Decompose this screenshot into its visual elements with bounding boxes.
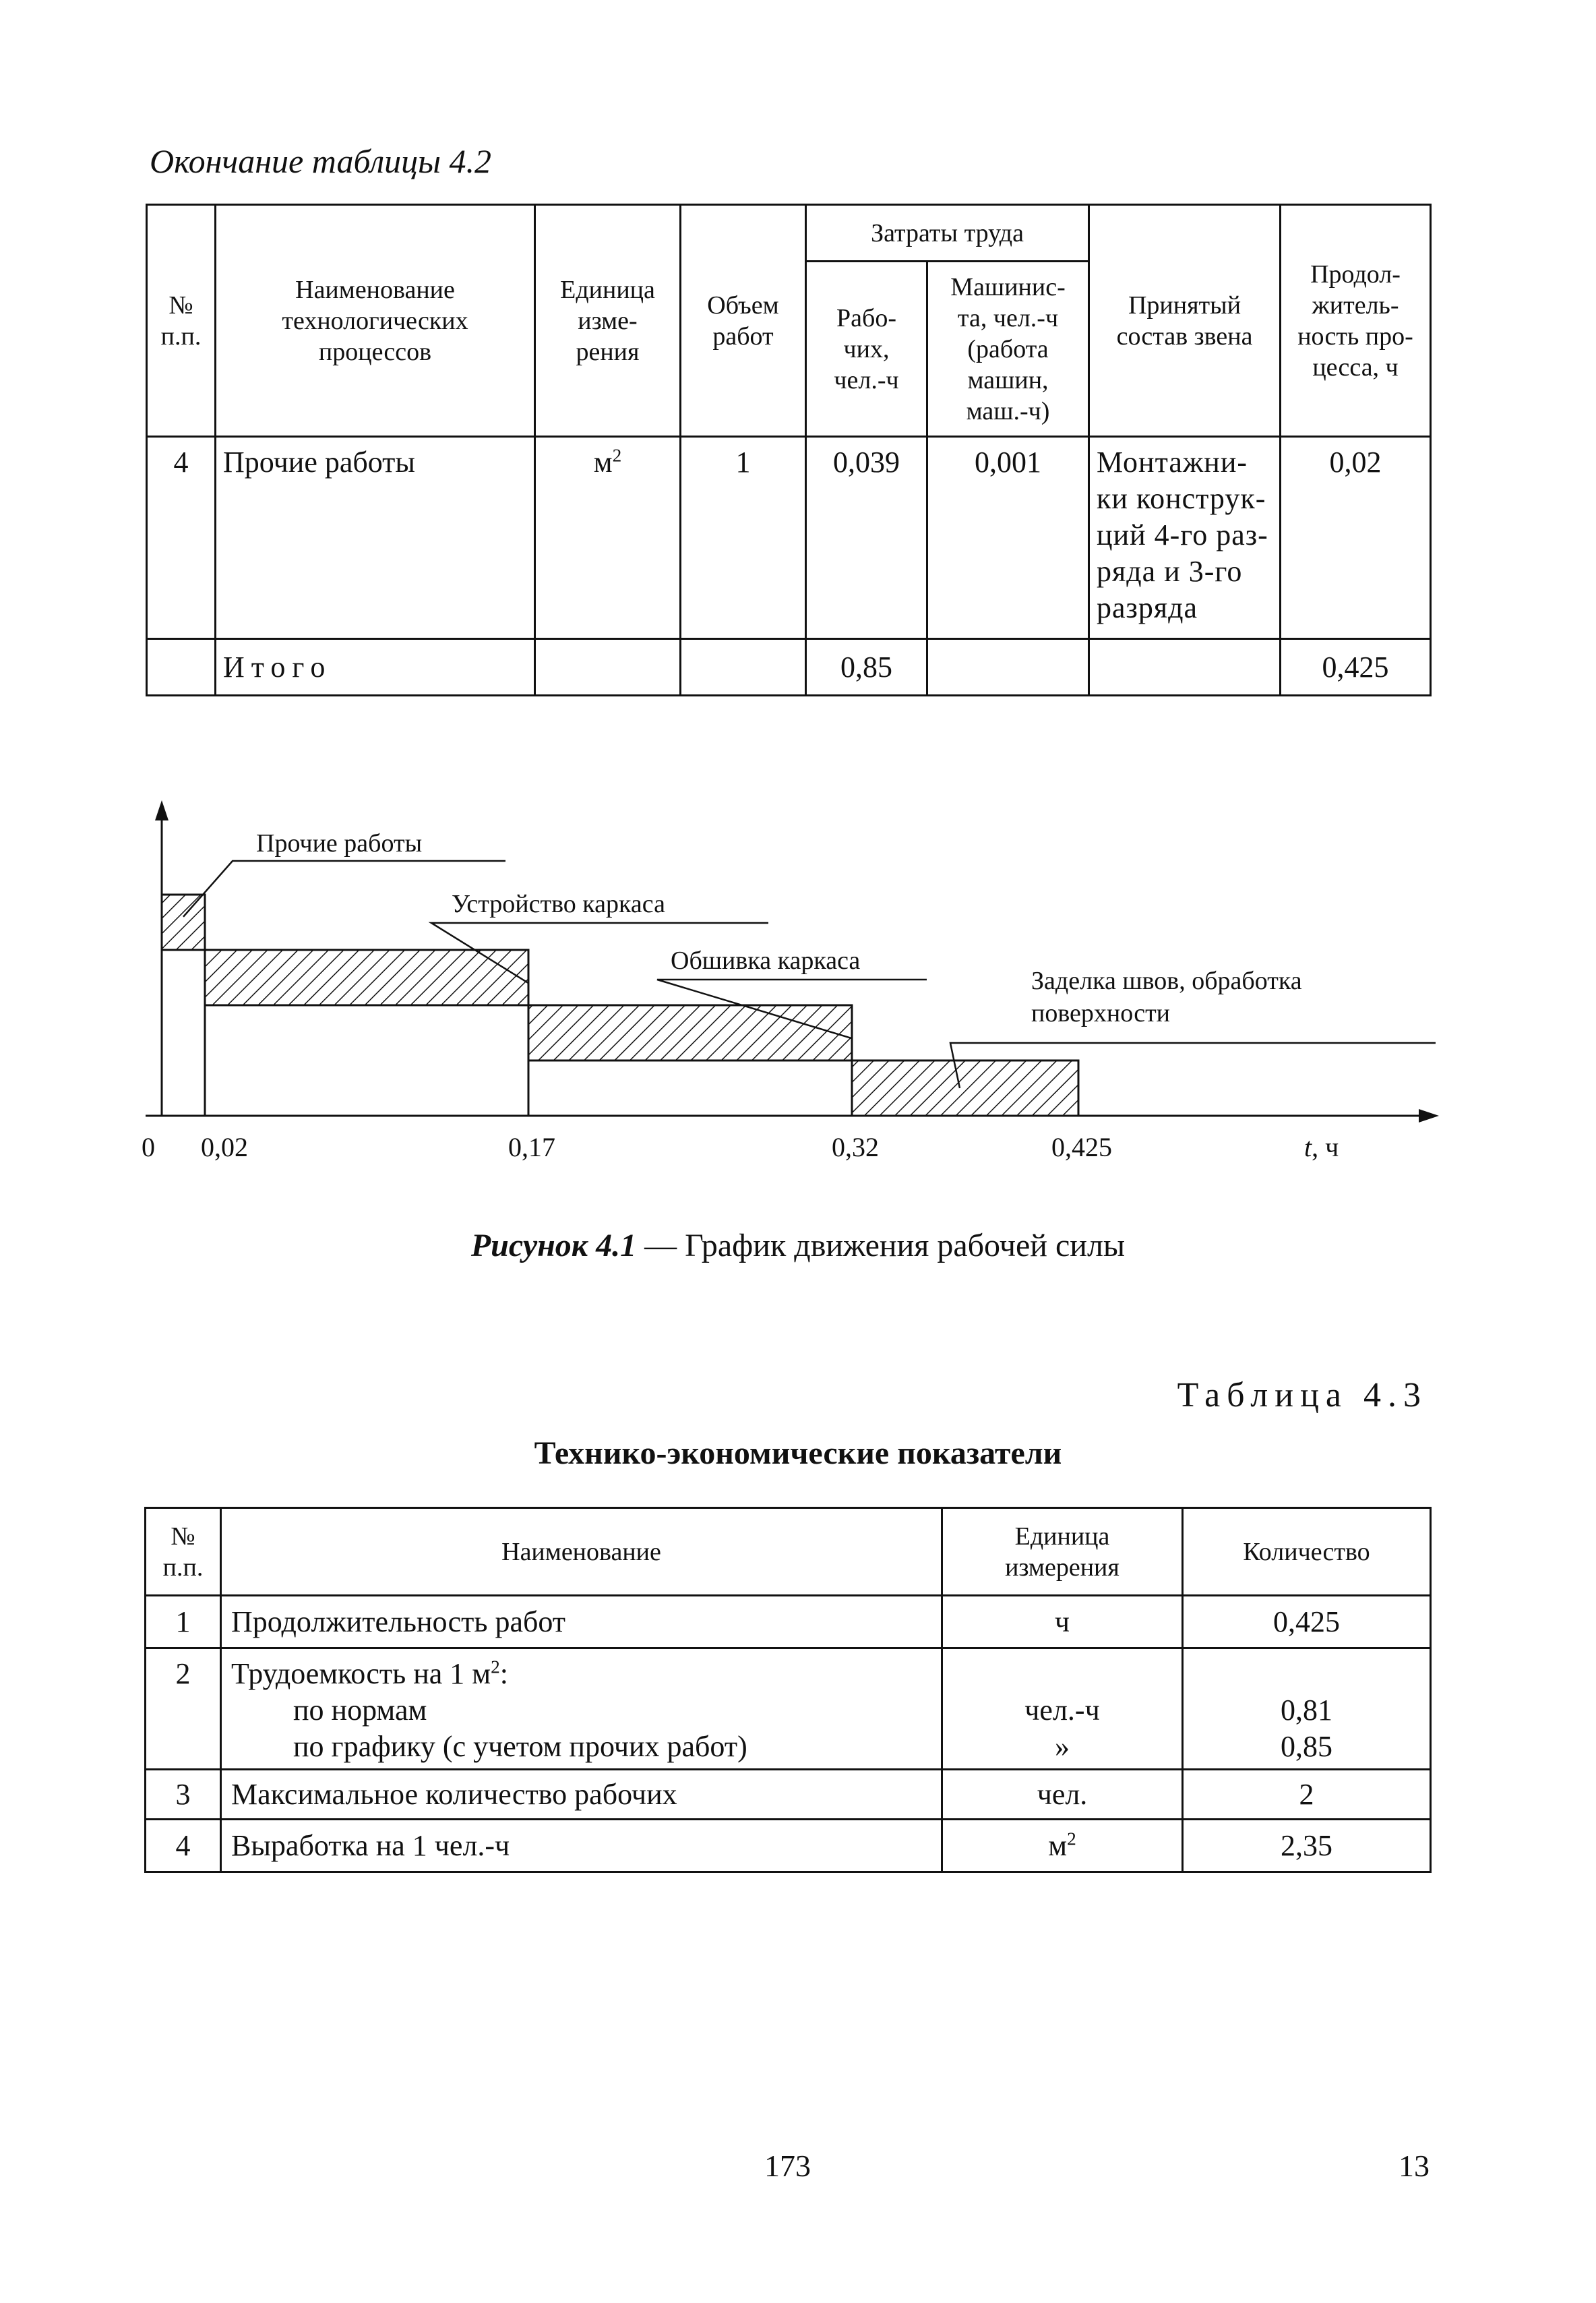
cell-workers: 0,039 xyxy=(806,437,927,639)
header-volume: Объем работ xyxy=(681,205,806,437)
header-crew: Принятый состав звена xyxy=(1089,205,1281,437)
y-axis-arrow-icon xyxy=(155,800,168,820)
header-unit: Единица изме- рения xyxy=(535,205,681,437)
x-tick-label-0: 0 xyxy=(142,1132,155,1162)
cell-volume: 1 xyxy=(681,437,806,639)
header-labor: Затраты труда xyxy=(806,205,1089,262)
header-name: Наименование технологических процессов xyxy=(216,205,535,437)
bar-1 xyxy=(205,950,528,1005)
page-number: 173 xyxy=(764,2149,811,2183)
cell-unit: $м^2$ xyxy=(535,437,681,639)
x-tick-label-2: 0,17 xyxy=(508,1132,555,1162)
header-num: № п.п. xyxy=(147,205,216,437)
workforce-chart xyxy=(135,792,1456,1190)
bar-base-1 xyxy=(205,1005,528,1116)
x-tick-label-3: 0,32 xyxy=(832,1132,879,1162)
header-duration: Продол- житель- ность про- цесса, ч xyxy=(1281,205,1431,437)
header-qty: Количество xyxy=(1183,1508,1431,1596)
series-label-2: Обшивка каркаса xyxy=(671,947,861,975)
x-tick-label-1: 0,02 xyxy=(201,1132,248,1162)
total-label: Итого xyxy=(216,639,535,696)
table-row: 4 Выработка на 1 чел.-ч $м^2$ 2,35 xyxy=(146,1820,1431,1872)
x-axis-label: t, ч xyxy=(1304,1132,1339,1162)
header-num: № п.п. xyxy=(146,1508,221,1596)
cell-num: 4 xyxy=(147,437,216,639)
figure-caption: Рисунок 4.1 — График движения рабочей силы xyxy=(470,1228,1126,1263)
series-label-3-line2: поверхности xyxy=(1031,999,1171,1027)
series-label-0: Прочие работы xyxy=(256,829,423,858)
header-unit: Единица измерения xyxy=(942,1508,1183,1596)
table-row xyxy=(147,437,1431,639)
header-name: Наименование xyxy=(221,1508,942,1596)
bar-3 xyxy=(852,1060,1078,1116)
table-row: 2 Трудоемкость на 1 $м^2$: по нормам по графику (с учетом прочих работ) чел.-ч » 0,81 0,85 xyxy=(146,1648,1431,1770)
header-machinist: Машинис- та, чел.-ч (работа машин, маш.-ч) xyxy=(927,262,1089,437)
x-axis-arrow-icon xyxy=(1419,1109,1439,1123)
total-duration: 0,425 xyxy=(1281,639,1431,696)
bar-base-0 xyxy=(162,950,205,1116)
cell-name: Прочие работы xyxy=(216,437,535,639)
bar-0 xyxy=(162,895,205,950)
bar-2 xyxy=(528,1005,852,1060)
x-tick-label-4: 0,425 xyxy=(1051,1132,1112,1162)
series-label-1: Устройство каркаса xyxy=(452,890,665,918)
total-workers: 0,85 xyxy=(806,639,927,696)
cell-crew: Монтажни- ки конструк- ций 4-го раз- ряда и 3-го разряда xyxy=(1089,437,1281,639)
header-workers: Рабо- чих, чел.-ч xyxy=(806,262,927,437)
cell-duration: 0,02 xyxy=(1281,437,1431,639)
bar-base-2 xyxy=(528,1060,852,1116)
table-row: 3 Максимальное количество рабочих чел. 2 xyxy=(146,1770,1431,1820)
sheet-number: 13 xyxy=(1399,2149,1430,2183)
table-title: Технико-экономические показатели xyxy=(534,1435,1062,1471)
indicators-table xyxy=(144,1507,1432,1873)
labor-costs-table xyxy=(146,204,1432,696)
table-caption: Окончание таблицы 4.2 xyxy=(150,142,492,180)
cell-machinist: 0,001 xyxy=(927,437,1089,639)
total-row xyxy=(147,639,1431,696)
table-label: Таблица 4.3 xyxy=(1177,1376,1428,1414)
series-label-3: Заделка швов, обработка xyxy=(1031,967,1302,995)
table-row: 1 Продолжительность работ ч 0,425 xyxy=(146,1596,1431,1648)
